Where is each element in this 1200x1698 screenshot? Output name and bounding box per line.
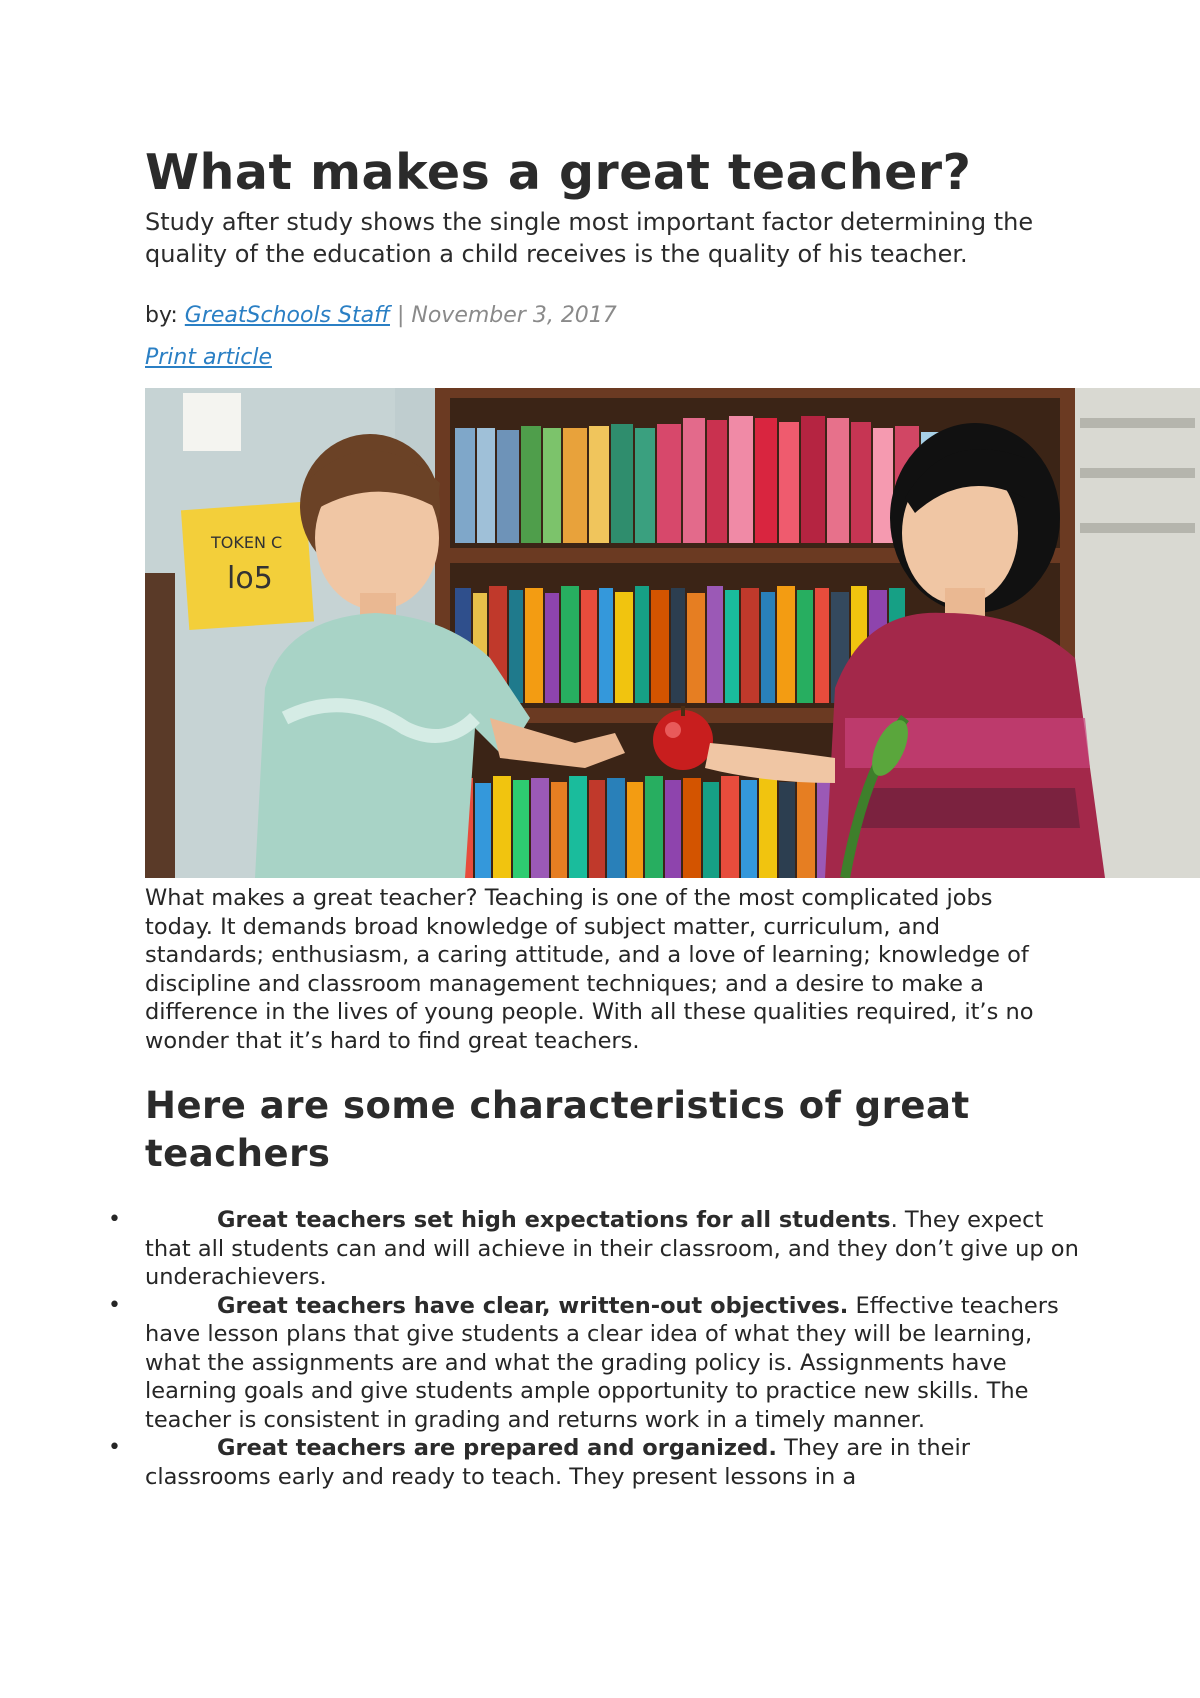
author-link[interactable]: GreatSchools Staff: [184, 303, 390, 328]
teacher-student-illustration: [145, 388, 1200, 878]
article-intro: What makes a great teacher? Teaching is one of the most complicated jobs today. It demands broad knowledge of subject matter, curriculum, and standards; enthusiasm, a caring attitude, and a love of learning; knowledge of discipline and classroom management techniques; and a desire to make a difference in the lives of young people. With all these qualities required, it’s no wonder that it’s hard to find great teachers.: [145, 885, 1034, 1054]
item-text: Effective teachers have lesson plans that give students a clear idea of what they will be learning, what the assignments are and what the grading policy is. Assignments have learning goals and give students ample opportunity to practice new skills. The teacher is consistent in grading and returns work in a timely manner.: [145, 1292, 1059, 1433]
characteristics-list: [0, 1206, 1080, 1491]
byline-prefix: by:: [145, 303, 185, 328]
sign-text-1: TOKEN C: [211, 533, 283, 552]
list-item: [0, 1206, 1080, 1292]
bullet-icon: •: [108, 1207, 121, 1232]
list-item: [0, 1292, 1080, 1435]
print-article-link[interactable]: Print article: [145, 345, 272, 370]
sign-text-2: lo5: [227, 561, 273, 596]
item-lead: Great teachers have clear, written-out objectives.: [217, 1292, 849, 1319]
item-text: . They expect that all students can and will achieve in their classroom, and they don’t give up on underachievers.: [145, 1207, 1079, 1290]
article-title: What makes a great teacher?: [145, 144, 972, 201]
item-lead: Great teachers are prepared and organized.: [217, 1435, 777, 1461]
bullet-icon: •: [108, 1435, 121, 1460]
article-subtitle: Study after study shows the single most important factor determining the quality of the education a child receives is the quality of his teacher.: [145, 208, 1034, 268]
byline-separator: |: [389, 303, 412, 328]
item-text: They are in their classrooms early and ready to teach. They present lessons in a: [145, 1435, 970, 1490]
item-lead: Great teachers set high expectations for all students: [217, 1207, 891, 1233]
list-item: [0, 1434, 1080, 1491]
byline: [145, 302, 617, 330]
publish-date: November 3, 2017: [411, 303, 617, 328]
article-photo: [145, 388, 1200, 878]
bullet-icon: •: [108, 1292, 121, 1318]
section-heading: Here are some characteristics of great teachers: [145, 1084, 970, 1175]
